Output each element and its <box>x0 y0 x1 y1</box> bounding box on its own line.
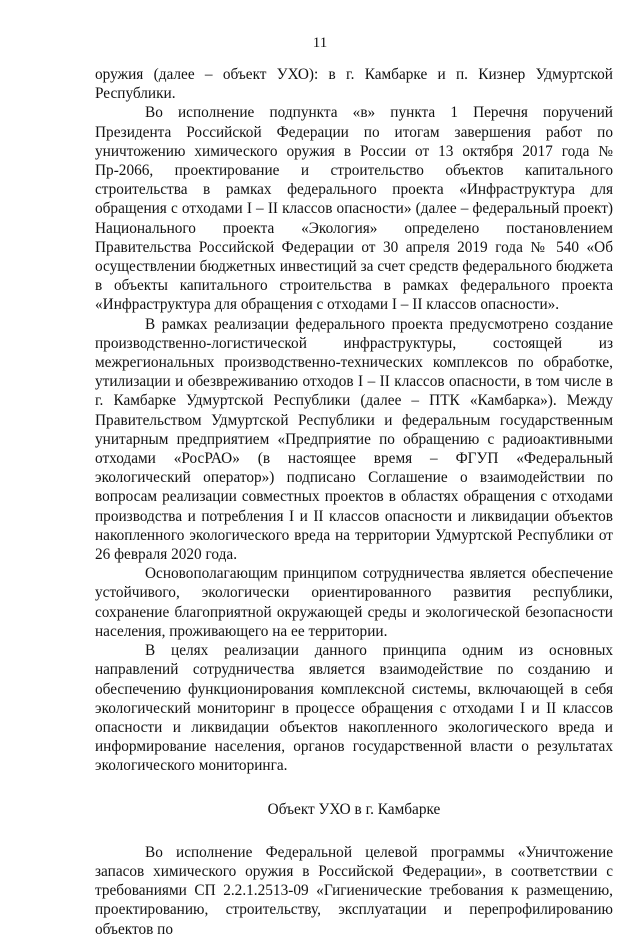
paragraph-cooperation-principle: Основополагающим принципом сотрудничества является обеспечение устойчивого, экологически ориентированного развития республики, сохранение благоприятной окружающей среды и экологической безопасности населения, проживающего на ее территории. <box>95 565 613 640</box>
paragraph-federal-program: Во исполнение Федеральной целевой программы «Уничтожение запасов химического оружия в Российской Федерации», в соответствии с требованиями СП 2.2.1.2513-09 «Гигиенические требования к размещению, проектированию, строительству, эксплуатации и перепрофилированию объектов по <box>95 843 613 938</box>
paragraph-presidential-order: Во исполнение подпункта «в» пункта 1 Перечня поручений Президента Российской Федерации по итогам завершения работ по уничтожению химического оружия в России от 13 октября 2017 года № Пр-2066, проектирование и строительство объектов капитального строительства в рамках федерального проекта «Инфраструктура для обращения с отходами I – II классов опасности» (далее – федеральный проект) Национального проекта «Экология» определено постановлением Правительства Российской Федерации от 30 апреля 2019 года № 540 «Об осуществлении бюджетных инвестиций за счет средств федерального бюджета в объекты капитального строительства в рамках федерального проекта «Инфраструктура для обращения с отходами I – II классов опасности». <box>95 104 613 314</box>
paragraph-monitoring: В целях реализации данного принципа одним из основных направлений сотрудничества является взаимодействие по созданию и обеспечению функционирования комплексной системы, включающей в себя экологический мониторинг в процессе обращения с отходами I и II классов опасности и ликвидации объектов накопленного экологического вреда и информирование населения, органов государственной власти о результатах экологического мониторинга. <box>95 642 613 775</box>
page-number: 11 <box>312 35 328 51</box>
paragraph-federal-project: В рамках реализации федерального проекта предусмотрено создание производственно-логистической инфраструктуры, состоящей из межрегиональных производственно-технических комплексов по обработке, утилизации и обезвреживанию отходов I – II классов опасности, в том числе в г. Камбарке Удмуртской Республики (далее – ПТК «Камбарка»). Между Правительством Удмуртской Республики и федеральным государственным унитарным предприятием «Предприятие по обращению с радиоактивными отходами «РосРАО» (в настоящее время – ФГУП «Федеральный экологический оператор») подписано Соглашение о взаимодействии по вопросам реализации совместных проектов в областях обращения с отходами производства и потребления I и II классов опасности и ликвидации объектов накопленного экологического вреда на территории Удмуртской Республики от 26 февраля 2020 года. <box>95 315 613 564</box>
document-body <box>95 65 613 939</box>
section-heading: Объект УХО в г. Камбарке <box>267 800 441 818</box>
paragraph-continuation: оружия (далее – объект УХО): в г. Камбарке и п. Кизнер Удмуртской Республики. <box>95 66 613 103</box>
